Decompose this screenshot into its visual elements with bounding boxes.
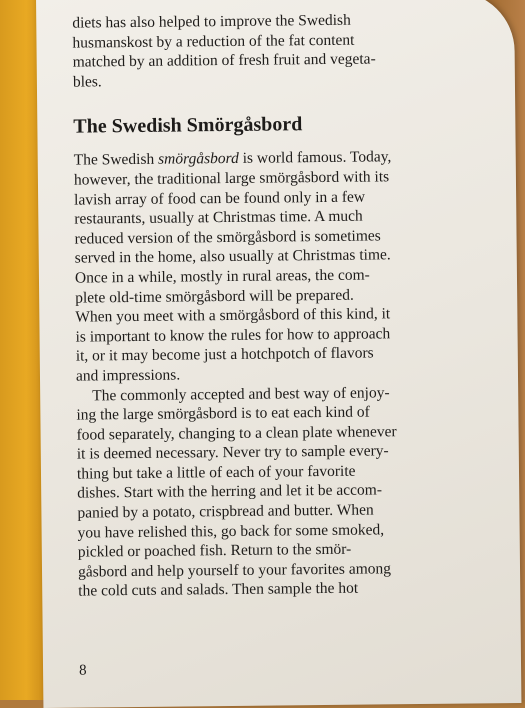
section-heading: The Swedish Smörgåsbord: [73, 113, 303, 138]
paragraph-1-italic-term: smörgåsbord: [158, 150, 239, 169]
paragraph-1: [74, 147, 436, 386]
book-page: [36, 0, 521, 708]
page-number: 8: [78, 662, 87, 679]
intro-paragraph: diets has also helped to improve the Swedish husmanskost by a reduction of the fat content matched by an addition of fresh fruit and vegeta- bles.: [72, 11, 376, 91]
paragraph-1-prefix: The Swedish: [73, 151, 159, 169]
page-content: [72, 10, 438, 602]
paragraph-1-body: is world famous. Today, however, the traditional large smörgåsbord with its lavish array of food can be found only in a few restaurants, usually at Christmas time. A much reduced version of the smörgåsbord is sometimes served in the home, also usually at Christmas time. Once in a while, mostly in rural areas, the com- plete old-time smörgåsbord will be prepared. When you meet with a smörgåsbord of this kind, it is important to know the rules for how to approach it, or it may become just a hotchpotch of flavors and impressions.: [73, 148, 392, 385]
paragraph-2: The commonly accepted and best way of enjoy- ing the large smörgåsbord is to eat each kind of food separately, changing to a clean plate whenever it is deemed necessary. Never try to sample every- thing but take a little of each of your favorite dishes. Start with the herring and let it be accom- panied by a potato, crispbread and butter. When you have relished this, go back for some smoked, pickled or poached fish. Return to the smör- gåsbord and help yourself to your favorites among the cold cuts and salads. Then sample the hot: [76, 383, 397, 601]
